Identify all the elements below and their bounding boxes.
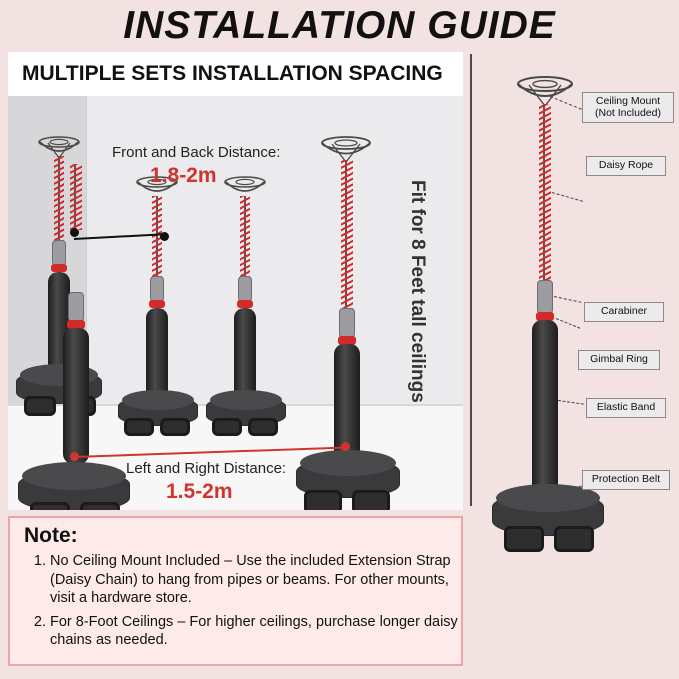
elastic-band [234,308,256,402]
note-item: 1. No Ceiling Mount Included – Use the included Extension Strap (Daisy Chain) to hang from pipes or beams. For other mounts, visit a hardware store. [50,552,475,608]
daisy-rope [70,164,82,230]
weight-plate-top [122,390,194,410]
gimbal-ring [51,264,67,272]
weight-plate-top [210,390,282,410]
daisy-rope [54,156,64,242]
callout-protection-belt [582,470,670,490]
elastic-band [63,328,89,464]
callout-ceiling-mount [582,92,674,123]
front-back-distance-value: 1.8-2m [150,164,217,187]
protection-belt-left [304,490,342,510]
callout-protection-belt-label: Protection Belt [591,473,661,485]
protection-belt-left [212,418,242,436]
elastic-band [532,320,558,500]
protection-belt-right [554,526,594,552]
callout-daisy-rope-label: Daisy Rope [598,159,654,171]
left-right-distance-label: Left and Right Distance: [126,460,287,477]
leader-line-gimbal-ring [556,318,580,329]
weight-plate-top [300,450,396,476]
panel-divider [470,54,472,506]
callout-gimbal-ring [578,350,660,370]
elastic-band [146,308,168,402]
leader-line-carabiner [554,296,582,303]
note-box [8,516,463,666]
gimbal-ring [237,300,253,308]
leader-line-daisy-rope [552,192,583,202]
daisy-rope [341,160,353,310]
protection-belt-left [504,526,544,552]
fit-for-ceiling-label: Fit for 8 Feet tall ceilings [407,180,428,403]
carabiner [52,240,66,266]
protection-belt-right [352,490,390,510]
protection-belt-left [24,396,56,416]
callout-daisy-rope [586,156,666,176]
carabiner [339,308,355,338]
carabiner [68,292,84,322]
component-callout-diagram [478,52,674,667]
ceiling-mount-icon [224,176,266,198]
callout-carabiner-label: Carabiner [600,305,648,317]
weight-plate-top [22,462,126,490]
callout-elastic-band-label: Elastic Band [596,401,656,413]
callout-carabiner [584,302,664,322]
left-right-distance-value: 1.5-2m [166,480,233,503]
note-list [28,552,475,655]
measure-point-a [70,228,79,237]
carabiner [238,276,252,302]
callout-gimbal-ring-label: Gimbal Ring [590,353,648,365]
ceiling-mount-icon [320,136,372,162]
note-title: Note: [24,524,78,547]
gimbal-ring [149,300,165,308]
protection-belt-right [160,418,190,436]
note-item: 2. For 8-Foot Ceilings – For higher ceilings, purchase longer daisy chains as needed. [50,613,475,650]
protection-belt-left [30,502,70,510]
ceiling-mount-icon [38,136,80,158]
carabiner [537,280,553,314]
protection-belt-left [124,418,154,436]
daisy-rope [539,104,551,284]
daisy-rope [240,196,250,278]
leader-line-elastic-band [558,400,584,405]
callout-ceiling-mount-label: Ceiling Mount (Not Included) [595,95,661,119]
protection-belt-right [80,502,120,510]
diagram-subtitle: MULTIPLE SETS INSTALLATION SPACING [22,62,443,85]
multiple-sets-diagram [8,52,463,510]
front-back-distance-label: Front and Back Distance: [112,144,281,161]
carabiner [150,276,164,302]
page-title: INSTALLATION GUIDE [123,4,556,47]
protection-belt-right [248,418,278,436]
callout-elastic-band [586,398,666,418]
